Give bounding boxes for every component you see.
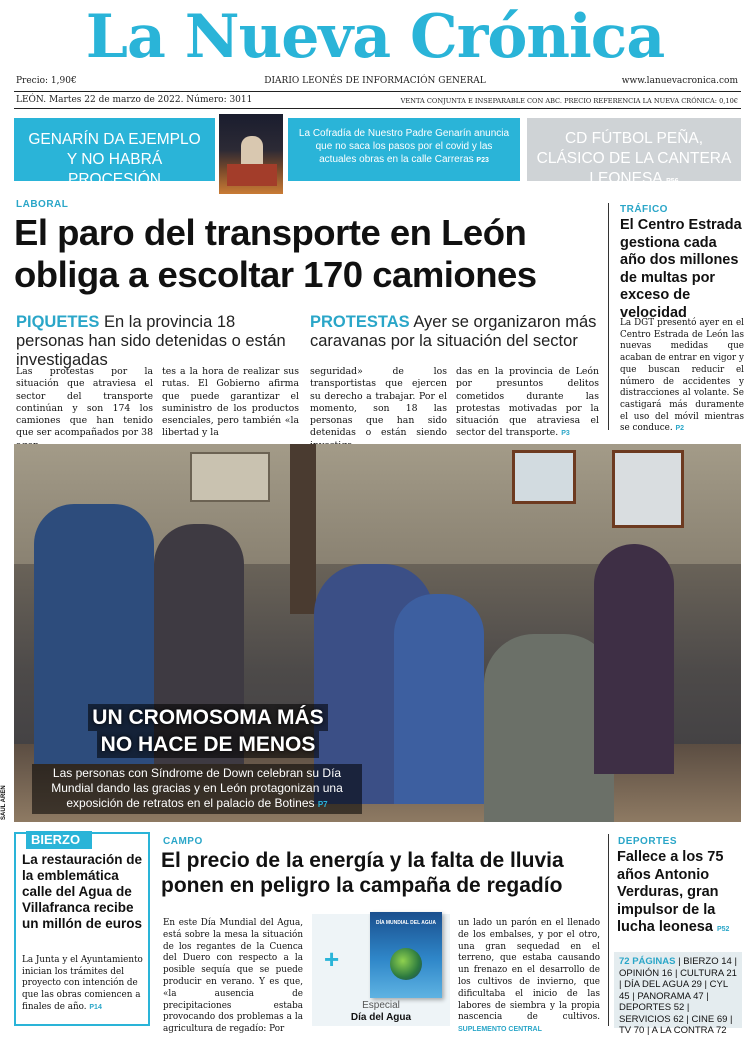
page-ref: P3: [561, 430, 570, 438]
especial-title: Día del Agua: [350, 1012, 412, 1023]
deportes-headline-text: Fallece a los 75 años Antonio Verduras, gran impulsor de la lucha leonesa: [617, 849, 724, 935]
joint-sale: VENTA CONJUNTA E INSEPARABLE CON ABC. PRECIO REFERENCIA LA NUEVA CRÓNICA: 0,10€: [400, 97, 738, 105]
page-ref: P56: [666, 178, 679, 185]
photo-frames: [190, 452, 270, 502]
photo-column: [290, 444, 316, 614]
subhead-text: Ayer se organizaron más caravanas por la situación del sector: [310, 313, 597, 350]
trafico-headline[interactable]: El Centro Estrada gestiona cada año dos millones de multas por exceso de velocidad: [620, 217, 742, 321]
column-divider: [608, 834, 609, 1026]
main-photo[interactable]: [14, 444, 741, 822]
trafico-body: [620, 318, 744, 435]
campo-body-col2-text: un lado un parón en el llenado de los embalses, y por el otro, una gran sequedad en el terreno, que estaba causando un frenazo en el desarrollo de los cultivos de invierno, que dificultaba el inicio de las labores de siembra y la propia nascencia de cultivos.: [458, 918, 600, 1023]
trafico-body-text: La DGT presentó ayer en el Centro Estrada de León las nuevas medidas que acaban de entrar en vigor y que buscan reducir el número de accidentes y distracciones al volante. Se castigará más duramente el uso del móvil mientras se conduce.: [620, 318, 744, 434]
photo-person: [594, 544, 674, 774]
website-link[interactable]: www.lanuevacronica.com: [621, 76, 738, 86]
page-ref: P52: [716, 926, 730, 933]
photo-headline-line2: NO HACE DE MENOS: [97, 731, 320, 758]
dateline: LEÓN. Martes 22 de marzo de 2022. Número: 3011: [16, 95, 253, 105]
photo-credit: SAÚL ARÉN: [1, 785, 7, 820]
lead-body-col4: [456, 366, 599, 441]
divider: [14, 108, 741, 109]
section-label: LABORAL: [16, 199, 69, 210]
page-ref: P2: [675, 425, 684, 433]
especial-label: Especial: [362, 1000, 400, 1011]
subhead-tag: PROTESTAS: [310, 313, 410, 331]
deportes-headline[interactable]: [617, 849, 743, 939]
teaser-genarin[interactable]: GENARÍN DA EJEMPLO Y NO HABRÁ PROCESIÓN: [14, 118, 215, 181]
bierzo-body-text: La Junta y el Ayuntamiento inician los trámites del proyecto con intención de que las obras comiencen a finales de año.: [22, 955, 143, 1012]
lead-subhead-1: [16, 313, 304, 370]
photo-caption: [32, 764, 362, 814]
teaser-photo: [219, 114, 283, 194]
price: Precio: 1,90€: [16, 76, 77, 86]
column-divider: [608, 203, 609, 430]
especial-cover: [370, 912, 442, 998]
page-ref: P23: [476, 157, 489, 164]
page-ref: P14: [89, 1003, 102, 1011]
teaser-cofradia[interactable]: [288, 118, 520, 181]
subhead-tag: PIQUETES: [16, 313, 100, 331]
photo-headline-line1: UN CROMOSOMA MÁS: [88, 704, 327, 731]
index-entries: | BIERZO 14 | OPINIÓN 16 | CULTURA 21 | DÍA DEL AGUA 29 | CYL 45 | PANORAMA 47 | DEPORTES 52 | SERVICIOS 62 | CINE 69 | TV 70 | A LA CONTRA 72: [619, 956, 737, 1036]
lead-body-col2: tes a la hora de realizar sus rutas. El Gobierno afirma que puede garantizar el suministro de los productos esenciales, pero también «la libertad y la: [162, 366, 299, 439]
teaser-cofradia-text: La Cofradía de Nuestro Padre Genarín anuncia que no saca los pasos por el covid y las actuales obras en la calle Carreras: [298, 128, 510, 165]
section-label: BIERZO: [26, 831, 92, 849]
subhead-text: En la provincia 18 personas han sido detenidas o están investigadas: [16, 313, 286, 369]
section-label: DEPORTES: [618, 836, 678, 847]
index-title: 72 PÁGINAS: [619, 956, 676, 967]
campo-body-col2: [458, 918, 600, 1036]
cover-title: DÍA MUNDIAL DEL AGUA: [376, 920, 436, 926]
page-ref: P7: [317, 800, 328, 809]
especial-promo[interactable]: [312, 914, 450, 1026]
campo-body-col1: En este Día Mundial del Agua, está sobre la mesa la situación de los regantes de la Cuenca del Duero con respecto a la posible sequía que se puede producir en verano. Y es que, «la ausencia de precipitaciones estaba provocando dos problemas a la agricultura de regadío: Por: [163, 918, 303, 1035]
section-label: TRÁFICO: [620, 204, 668, 215]
lead-body-col3: seguridad» de los transportistas que ejercen su derecho a trabajar. Por el momento, son 18 las personas que han sido detenidas o están siendo: [310, 366, 447, 439]
campo-headline[interactable]: El precio de la energía y la falta de lluvia ponen en peligro la campaña de regadío: [161, 849, 564, 897]
plus-icon: +: [324, 944, 340, 974]
photo-person: [394, 594, 484, 804]
section-label: CAMPO: [163, 836, 203, 847]
bierzo-headline[interactable]: La restauración de la emblemática calle del Agua de Villafranca recibe un millón de euros: [22, 852, 143, 931]
building-shape: [227, 164, 277, 186]
bierzo-body: [22, 955, 146, 1014]
divider: [14, 91, 741, 92]
photo-caption-text: Las personas con Síndrome de Down celebran su Día Mundial dando las gracias y en León protagonizan una exposición de retratos en el palacio de Botines: [51, 766, 343, 810]
lead-headline[interactable]: El paro del transporte en León obliga a escoltar 170 camiones: [14, 212, 537, 295]
lead-body-col4-text: das en la provincia de León por presuntos delitos cometidos durante las protestas motivadas por la situación que atraviesa el sector del transporte.: [456, 366, 599, 439]
index-box[interactable]: [614, 952, 742, 1036]
lead-body-col1: Las protestas por la situación que atraviesa el sector del transporte continúan y son 174 los camiones que han tenido que ser acompañados por 38: [16, 366, 153, 439]
photo-headline: [80, 704, 336, 758]
photo-window: [512, 450, 576, 504]
masthead-title: La Nueva Crónica: [85, 2, 665, 72]
tagline: DIARIO LEONÉS DE INFORMACIÓN GENERAL: [264, 76, 486, 86]
lead-subhead-2: [310, 313, 598, 351]
page-ref: SUPLEMENTO CENTRAL: [458, 1026, 542, 1034]
photo-window: [612, 450, 684, 528]
globe-icon: [390, 948, 422, 980]
teaser-futbol-text: CD FÚTBOL PEÑA, CLÁSICO DE LA CANTERA LEONESA: [536, 130, 732, 187]
teaser-futbol[interactable]: [527, 118, 741, 187]
